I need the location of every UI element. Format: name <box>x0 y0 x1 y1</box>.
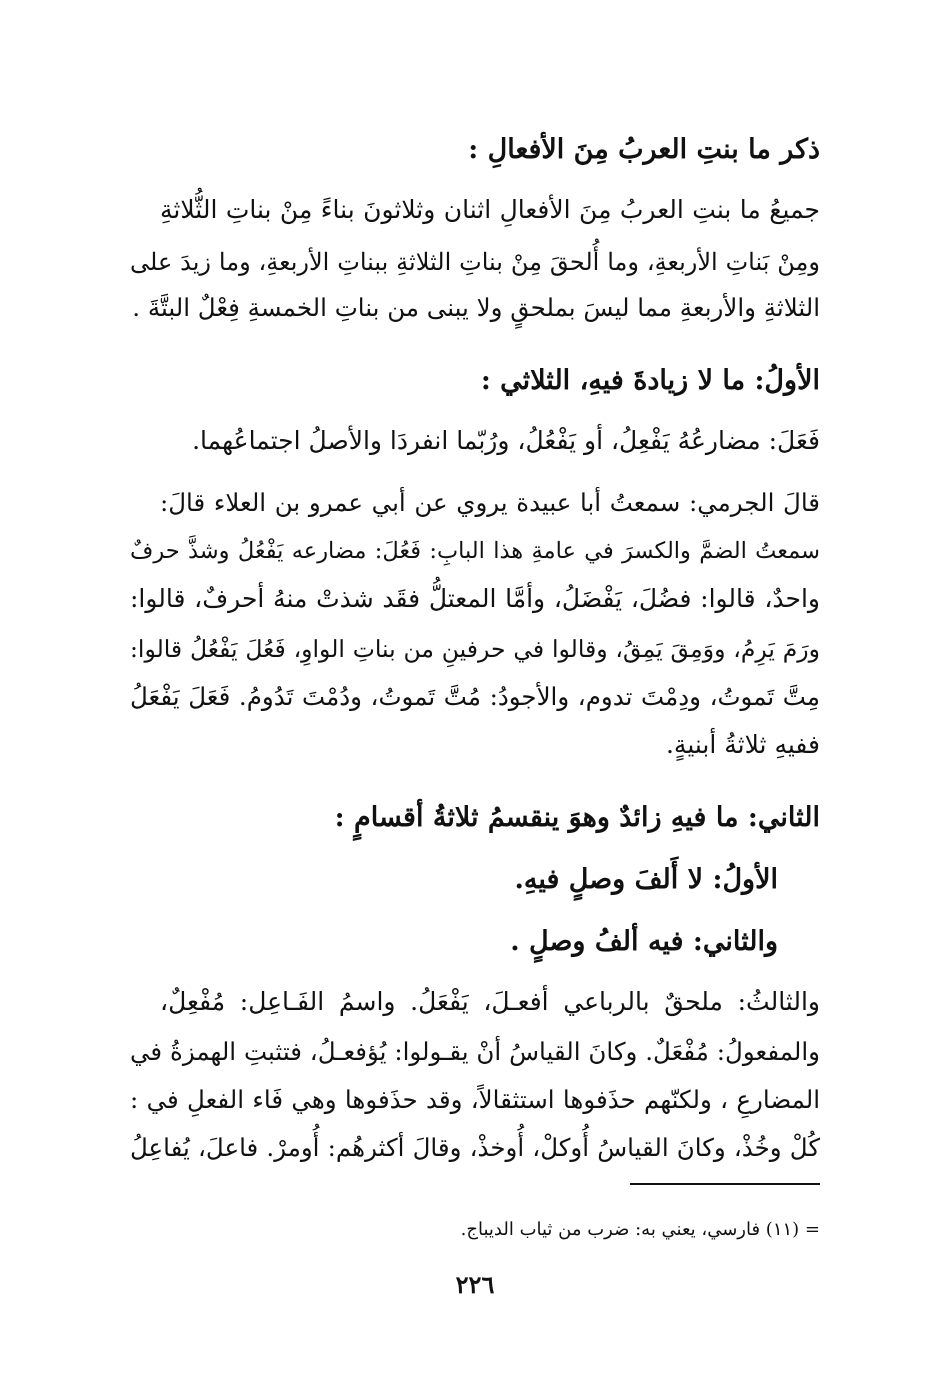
paragraph-line: ورَمَ يَرِمُ، ووَمِقَ يَمِقُ، وقالوا في حرفينِ من بناتِ الواوِ، فَعُلَ يَفْعُلُ قالوا: <box>130 635 820 663</box>
page-number: ٢٢٦ <box>455 1270 495 1299</box>
paragraph-line: قالَ الجرمي: سمعتُ أبا عبيدة يروي عن أبي عمرو بن العلاء قالَ: <box>160 488 820 517</box>
paragraph-line: ومِنْ بَناتِ الأربعةِ، وما أُلحقَ مِنْ بناتِ الثلاثةِ ببناتِ الأربعةِ، وما زيدَ على <box>130 248 820 276</box>
paragraph-line: كُلْ وخُذْ، وكانَ القياسُ أُوكلْ، أُوخذْ، وقالَ أكثرهُم: أُومرْ. فاعلَ، يُفاعِلُ <box>130 1133 820 1162</box>
paragraph-line: مِتَّ تَموتُ، ودِمْتَ تدوم، والأجودُ: مُتَّ تَموتُ، ودُمْتَ تَدُومُ. فَعَلَ يَفْعَلُ <box>130 682 820 711</box>
section-title: ذكر ما بنتِ العربُ مِنَ الأفعالِ : <box>468 134 820 165</box>
paragraph-line: ففيهِ ثلاثةُ أبنيةٍ. <box>665 730 820 759</box>
subsection-first: الأولُ: لا أَلفَ وصلٍ فيهِ. <box>514 864 778 895</box>
footnote: = (١١) فارسي، يعني به: ضرب من ثياب الديباج. <box>460 1219 820 1240</box>
subsection-second: والثاني: فيه ألفُ وصلٍ . <box>510 926 778 957</box>
paragraph-line: جميعُ ما بنتِ العربُ مِنَ الأفعالِ اثنان وثلاثونَ بناءً مِنْ بناتِ الثُّلاثةِ <box>160 195 820 224</box>
paragraph-line: سمعتُ الضمَّ والكسرَ في عامةِ هذا البابِ: فَعُلَ: مضارعه يَفْعُلُ وشذَّ حرفٌ <box>130 538 820 564</box>
paragraph-line: فَعَلَ: مضارعُهُ يَفْعِلُ، أو يَفْعُلُ، ورُبّما انفردَا والأصلُ اجتماعُهما. <box>192 426 820 455</box>
paragraph-line: والمفعولُ: مُفْعَلٌ. وكانَ القياسُ أنْ يقـولوا: يُؤفعـلُ، فتثبتِ الهمزةُ في <box>130 1037 820 1066</box>
paragraph-line: الثلاثةِ والأربعةِ مما ليسَ بملحقٍ ولا يبنى من بناتِ الخمسةِ فِعْلٌ البتَّةَ . <box>132 293 820 322</box>
paragraph-line: المضارعِ ، ولكنّهم حذَفوها استثقالاً، وقد حذَفوها وهي فَاء الفعلِ في : <box>130 1085 820 1114</box>
subheading-second: الثاني: ما فيهِ زائدٌ وهوَ ينقسمُ ثلاثةُ أقسامٍ : <box>334 802 820 833</box>
subheading-first: الأولُ: ما لا زيادةَ فيهِ، الثلاثي : <box>480 365 820 396</box>
footnote-divider <box>630 1183 820 1185</box>
paragraph-line: واحدٌ، قالوا: فضُلَ، يَفْضَلُ، وأمَّا المعتلُّ فقَد شذتْ منهُ أحرفٌ، قالوا: <box>130 584 820 613</box>
paragraph-line: والثالثُ: ملحقٌ بالرباعي أفعـلَ، يَفْعَلُ. واسمُ الفَـاعِل: مُفْعِلٌ، <box>160 987 820 1016</box>
